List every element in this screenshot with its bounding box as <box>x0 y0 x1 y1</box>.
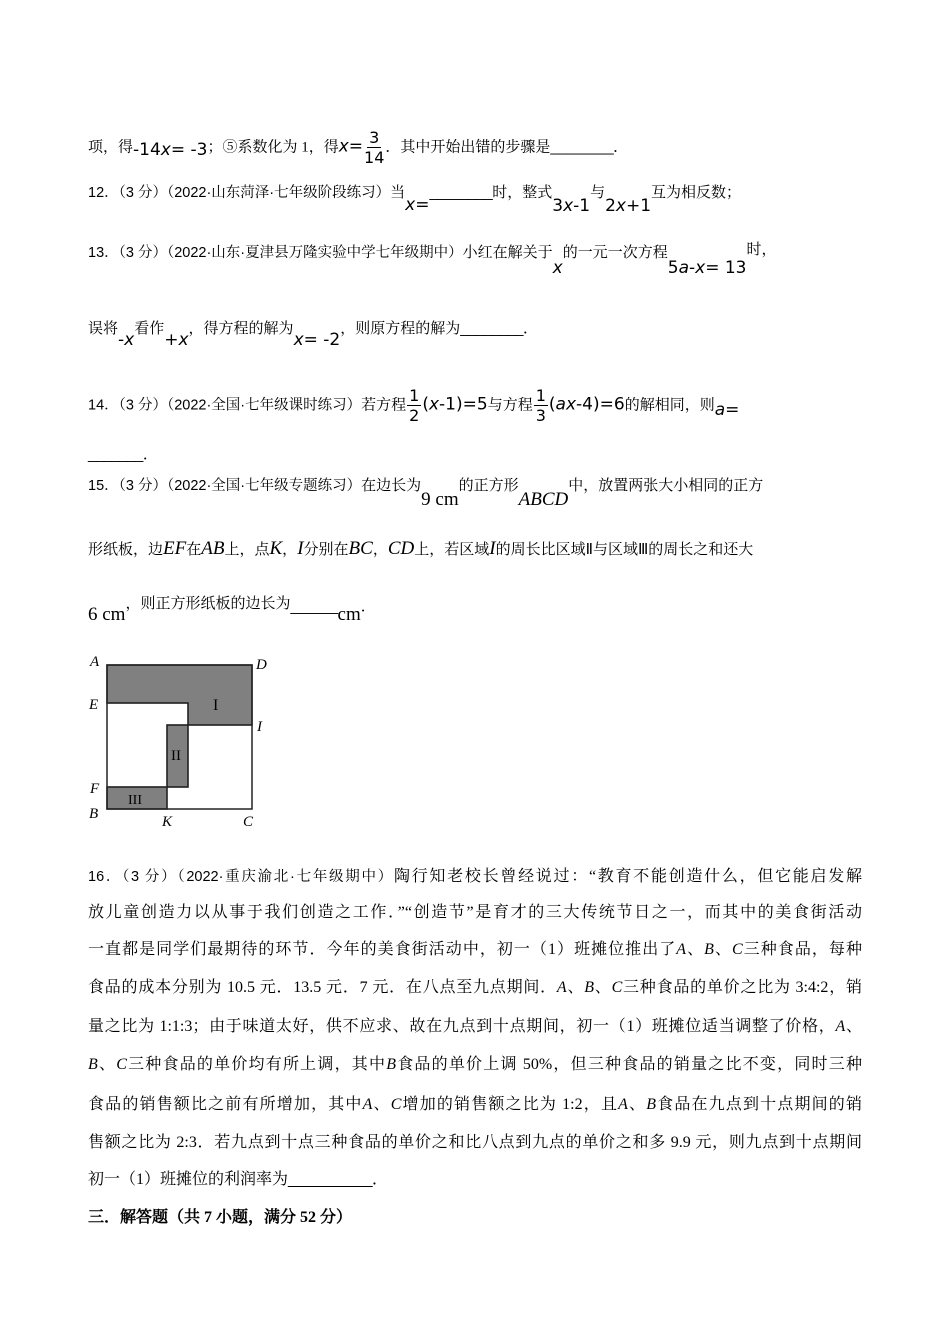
question-text: ，得方程的解为 <box>188 321 294 337</box>
question-text: 的周长比区域Ⅱ与区域Ⅲ的周长之和还大 <box>495 542 754 558</box>
question-16-line-9 <box>88 1168 862 1192</box>
math-number: -1 <box>573 196 591 216</box>
region-1-label: I <box>213 697 219 714</box>
math-paren: ( <box>422 394 429 415</box>
question-text: 误将 <box>88 321 119 337</box>
math-number: = 13 <box>705 258 747 278</box>
math-variable: a <box>714 400 726 421</box>
math-operator: = <box>415 195 430 215</box>
math-variable: A <box>835 1018 846 1035</box>
question-header: 13．（3 分）（2022·山东·夏津县万隆实验中学七年级期中） <box>88 245 463 261</box>
question-header: 16．（3 分）（2022·重庆渝北·七年级期中） <box>88 869 394 885</box>
question-text: 中，放置两张大小相同的正方 <box>568 478 764 494</box>
question-text: 、 <box>713 941 733 958</box>
question-text: 的解相同，则 <box>624 397 715 414</box>
question-text: ．其中开始出错的步骤是 <box>385 139 551 156</box>
question-16-line-8 <box>88 1131 862 1155</box>
answer-blank: _______ <box>88 446 143 463</box>
math-variable: A <box>676 941 687 958</box>
math-expression: 6 cm <box>88 604 126 625</box>
region-2-label: II <box>171 748 181 764</box>
question-14 <box>88 386 739 426</box>
question-text: 在 <box>186 542 202 558</box>
math-expression <box>549 394 625 414</box>
math-variable: B <box>646 1096 656 1113</box>
math-operator: + <box>164 330 179 350</box>
question-text: ， <box>372 542 388 558</box>
math-expression <box>422 394 487 414</box>
question-text: 陶行知老校长曾经说过：“教育不能创造什么，但它能启发解 <box>393 868 862 885</box>
question-text: 放儿童创造力以从事于我们创造之工作．”“创造节”是育才的三大传统节日之一，而其中的美食街活动 <box>88 904 862 921</box>
question-16-line-7 <box>88 1093 862 1117</box>
math-variable: K <box>269 538 283 559</box>
square-diagram <box>80 645 280 835</box>
math-variable: x <box>428 394 440 415</box>
math-paren: ) <box>592 394 600 415</box>
question-text: 食品的单价上调 50%，但三种食品的销量之比不变，同时三种 <box>396 1056 862 1073</box>
question-text: 三种食品的单价之比为 3:4:2，销 <box>622 979 862 996</box>
question-text: ， <box>282 542 298 558</box>
question-text: 上，点 <box>224 542 270 558</box>
question-text: 、 <box>97 1056 117 1073</box>
math-variable: B <box>704 941 714 958</box>
math-variable: x <box>615 196 626 216</box>
question-text: 在边长为 <box>361 478 422 494</box>
question-text: 、 <box>566 979 585 996</box>
fraction <box>407 386 421 426</box>
math-variable: x <box>293 330 304 350</box>
math-expression <box>715 400 740 420</box>
question-header: 15．（3 分）（2022·全国·七年级专题练习） <box>88 478 362 494</box>
question-text: 三种食品，每种 <box>742 941 862 958</box>
question-text: 增加的销售额之比为 1:2，且 <box>401 1096 619 1113</box>
math-variable: x <box>552 258 563 278</box>
question-text: 与方程 <box>487 397 533 414</box>
region-3-label: III <box>128 793 142 808</box>
math-number: 3 <box>552 196 564 216</box>
fraction-numerator: 3 <box>369 128 380 147</box>
math-expression <box>118 330 134 350</box>
math-variable: x <box>178 330 189 350</box>
math-number: = -2 <box>303 330 341 350</box>
question-13 <box>88 240 777 278</box>
question-text: 若方程 <box>361 397 407 414</box>
question-text: ，则正方形纸板的边长为 <box>125 596 291 612</box>
math-expression <box>133 140 207 160</box>
math-expression: 9 cm <box>421 489 459 510</box>
fraction <box>364 128 384 168</box>
question-14-line-2 <box>88 443 158 467</box>
math-number: -1 <box>439 394 456 415</box>
math-variable: A <box>618 1096 628 1113</box>
math-paren: ( <box>548 394 556 415</box>
math-variable: B <box>584 979 595 996</box>
fraction-numerator: 1 <box>535 386 546 405</box>
question-16-line-6 <box>88 1053 862 1077</box>
question-text: 食品在九点到十点期间的销 <box>656 1096 862 1113</box>
math-variable: AB <box>201 538 225 559</box>
question-text: 、 <box>627 1096 647 1113</box>
punctuation: ． <box>372 1171 389 1188</box>
question-text: 互为相反数； <box>651 185 742 201</box>
punctuation: ． <box>523 321 539 337</box>
math-variable: BC <box>348 538 373 559</box>
punctuation: ． <box>360 599 376 615</box>
math-expression <box>405 195 429 215</box>
question-text: 项，得 <box>88 139 134 156</box>
math-number: 2 <box>605 196 616 216</box>
question-text: 小红在解关于 <box>462 245 553 261</box>
question-header: 14．（3 分）（2022·全国·七年级课时练习） <box>88 397 362 414</box>
question-12 <box>88 180 742 216</box>
fraction-denominator: 2 <box>409 406 420 425</box>
question-15 <box>88 473 764 510</box>
math-operator: - <box>688 258 696 278</box>
question-15-line-3 <box>88 594 376 625</box>
math-operator: = <box>348 136 364 157</box>
question-text: 三种食品的单价均有所上调，其中 <box>126 1056 387 1073</box>
question-text: 与 <box>590 185 606 201</box>
question-text: 初一（1）班摊位的利润率为 <box>88 1171 289 1188</box>
math-number: -4 <box>576 394 593 415</box>
math-variable: A <box>556 979 567 996</box>
question-11-continuation <box>88 128 628 168</box>
math-variable: a <box>678 258 689 278</box>
question-text: 一直都是同学们最期待的环节．今年的美食街活动中，初一（1）班摊位推出了 <box>88 941 677 958</box>
math-variable: A <box>362 1096 373 1113</box>
region-1-shape <box>107 665 252 725</box>
answer-blank: __________ <box>288 1171 372 1188</box>
fraction-denominator: 14 <box>364 148 385 167</box>
question-text: 形纸板，边 <box>88 542 164 558</box>
point-label-b: B <box>89 806 99 822</box>
question-text: 时， <box>746 242 777 258</box>
fraction-denominator: 3 <box>535 406 546 425</box>
question-16-line-2 <box>88 901 862 925</box>
fraction-numerator: 1 <box>409 386 420 405</box>
math-number: = -3 <box>170 140 208 161</box>
question-16-line-1 <box>88 865 862 889</box>
math-number: =6 <box>599 394 625 415</box>
point-label-a: A <box>90 654 100 670</box>
question-text: 、 <box>845 1018 862 1035</box>
question-text: ；⑤系数化为 1，得 <box>207 139 339 156</box>
math-variable: B <box>386 1056 396 1073</box>
point-label-c: C <box>243 814 254 830</box>
question-16-line-5 <box>88 1015 862 1039</box>
punctuation: ． <box>613 139 629 156</box>
math-variable: x <box>338 136 349 157</box>
math-expression <box>339 136 363 156</box>
math-number: +1 <box>625 196 652 216</box>
point-label-f: F <box>90 781 100 797</box>
math-expression <box>164 330 188 350</box>
question-text: 当 <box>390 185 406 201</box>
question-15-line-2 <box>88 537 753 562</box>
question-text: 食品的成本分别为 10.5 元．13.5 元．7 元．在八点至九点期间． <box>88 979 557 996</box>
question-text: 的一元一次方程 <box>562 245 668 261</box>
question-header: 12．（3 分）（2022·山东菏泽·七年级阶段练习） <box>88 185 391 201</box>
math-expression <box>294 330 341 350</box>
math-variable: ABCD <box>518 489 569 510</box>
fraction <box>534 386 548 426</box>
math-variable: I <box>489 538 496 559</box>
math-variable: C <box>732 941 743 958</box>
math-variable: x <box>563 196 574 216</box>
question-text: 的正方形 <box>458 478 519 494</box>
point-label-e: E <box>89 697 99 713</box>
math-expression <box>668 258 747 278</box>
math-expression <box>605 196 651 216</box>
answer-blank: ________ <box>550 138 614 156</box>
math-variable: x <box>124 330 135 350</box>
question-text: 食品的销售额比之前有所增加，其中 <box>88 1096 363 1113</box>
question-text: 、 <box>686 941 705 958</box>
question-text: 售额之比为 2:3．若九点到十点三种食品的单价之和比八点到九点的单价之和多 9.9 元，则九点到十点期间 <box>88 1134 862 1151</box>
math-variable: EF <box>163 538 187 559</box>
math-operator: = <box>725 400 740 421</box>
unit-label: cm <box>337 604 361 625</box>
question-text: 、 <box>372 1096 391 1113</box>
math-variable: I <box>297 538 304 559</box>
point-label-k: K <box>162 814 173 830</box>
math-variable: x <box>405 195 416 215</box>
math-operator: - <box>118 330 125 350</box>
math-number: =5 <box>462 394 488 415</box>
point-label-i: I <box>257 719 262 735</box>
math-variable: x <box>160 140 171 161</box>
math-paren: ) <box>456 394 463 415</box>
math-variable: C <box>116 1056 127 1073</box>
punctuation: ． <box>142 447 158 463</box>
math-variable: C <box>611 979 623 996</box>
point-label-d: D <box>256 657 267 673</box>
math-variable: ax <box>555 394 577 415</box>
math-number: 5 <box>667 258 679 278</box>
math-number: -14 <box>133 140 161 161</box>
math-variable: B <box>88 1056 98 1073</box>
question-13-line-2 <box>88 316 539 350</box>
question-text: 时，整式 <box>492 185 553 201</box>
question-text: 、 <box>594 979 612 996</box>
question-16-line-4 <box>88 976 862 1000</box>
math-variable: CD <box>387 538 415 559</box>
question-text: 看作 <box>134 321 165 337</box>
math-expression <box>552 196 590 216</box>
section-3-title: 三．解答题（共 7 小题，满分 52 分） <box>88 1209 353 1226</box>
answer-blank: ________ <box>460 320 523 337</box>
answer-blank: ______ <box>290 598 338 615</box>
question-text: ，则原方程的解为 <box>340 321 461 337</box>
math-variable: x <box>695 258 706 278</box>
question-text: 分别在 <box>303 542 349 558</box>
question-text: 上，若区域 <box>414 542 490 558</box>
question-text: 量之比为 1:1:3；由于味道太好，供不应求、故在九点到十点期间，初一（1）班摊位适当调整了价格， <box>88 1018 836 1035</box>
answer-blank: ________ <box>429 184 493 201</box>
math-variable: C <box>390 1096 402 1113</box>
question-16-line-3 <box>88 938 862 962</box>
